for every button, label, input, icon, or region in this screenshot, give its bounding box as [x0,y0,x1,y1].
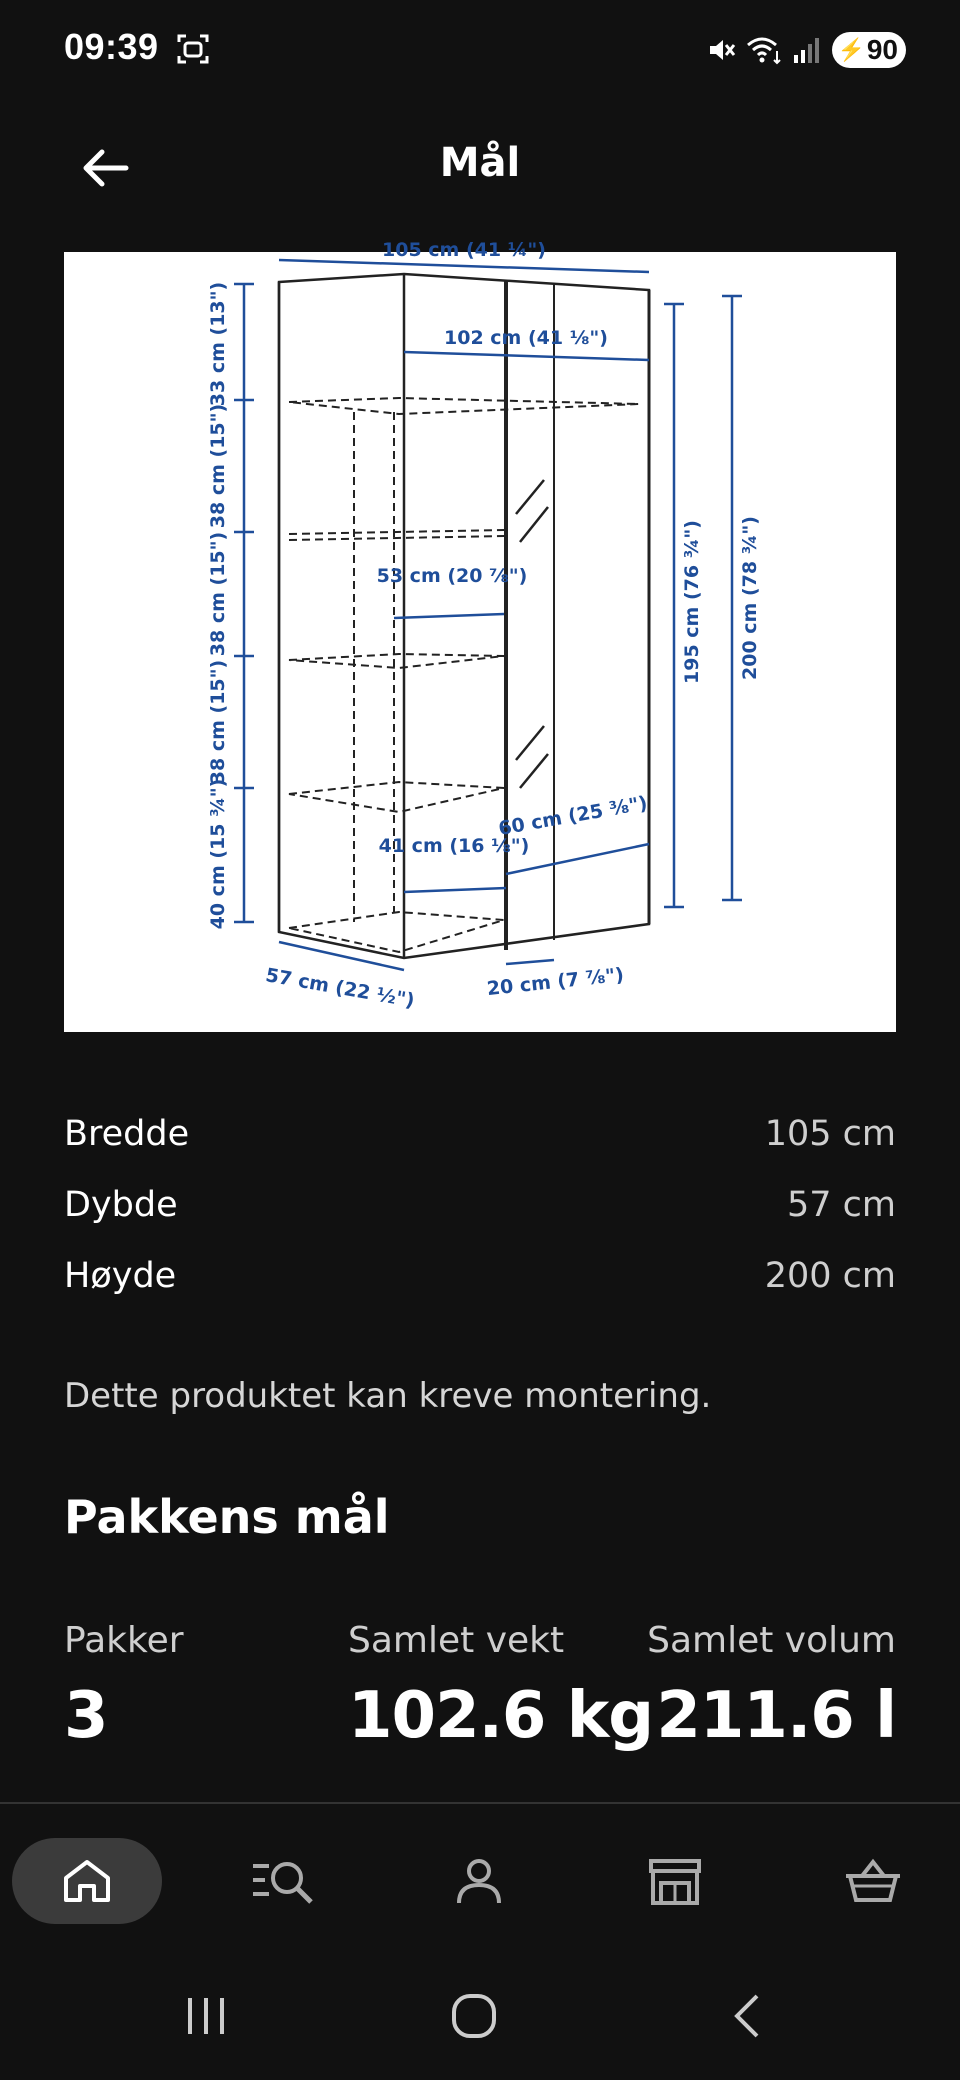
status-time: 09:39 [64,26,159,67]
dimension-list [64,1098,896,1311]
package-volume-value: 211.6 l [656,1679,896,1753]
battery-indicator [832,32,906,68]
nav-home[interactable] [12,1838,162,1924]
search-list-icon [251,1858,315,1904]
spec-row-width [64,1098,896,1169]
nav-store[interactable] [600,1838,750,1924]
app-header [0,100,960,235]
package-weight-value: 102.6 kg [348,1679,654,1753]
spec-label: Dybde [64,1184,178,1225]
chevron-left-icon [729,1992,763,2040]
basket-icon [844,1858,902,1904]
label-depth: 57 cm (22 ½") [263,964,417,1013]
nav-profile[interactable] [404,1838,554,1924]
label-section-3: 38 cm (15") [207,531,229,657]
label-height: 200 cm (78 ¾") [739,516,761,680]
package-volume [647,1620,896,1753]
package-weight [348,1620,653,1753]
label-inner-width: 102 cm (41 ⅛") [444,327,608,349]
home-button[interactable] [434,1986,514,2046]
package-count-label: Pakker [64,1620,184,1661]
store-icon [647,1857,703,1905]
spec-label: Bredde [64,1113,190,1154]
spec-value: 57 cm [787,1184,896,1225]
label-drawer-depth: 41 cm (16 ⅛") [378,835,530,857]
spec-row-depth [64,1169,896,1240]
label-section-5: 40 cm (15 ¾") [207,778,229,930]
label-top-width: 105 cm (41 ¼") [382,239,546,261]
home-icon [62,1858,112,1904]
wifi-icon [746,35,782,65]
spec-value: 105 cm [764,1113,896,1154]
status-icons [706,30,906,70]
status-bar [0,0,960,100]
dimension-drawing [64,239,896,1032]
screen-capture-icon [176,32,210,70]
package-count [64,1620,184,1753]
spec-label: Høyde [64,1255,177,1296]
home-circle-icon [450,1992,498,2040]
package-heading: Pakkens mål [64,1490,390,1544]
label-plinth: 20 cm (7 ⅞") [485,963,625,1001]
label-door-width: 60 cm (25 ⅜") [496,792,650,841]
page-title: Mål [439,140,521,186]
package-volume-label: Samlet volum [647,1620,896,1661]
assembly-note: Dette produktet kan kreve montering. [64,1376,712,1416]
label-section-1: 33 cm (13") [207,281,229,407]
signal-icon [792,35,822,65]
battery-level: 90 [866,34,898,65]
charging-icon: ⚡ [837,37,865,62]
mute-icon [706,35,736,65]
bottom-nav [0,1802,960,1952]
recent-apps-icon [184,1994,228,2038]
package-count-value: 3 [64,1679,108,1753]
spec-row-height [64,1240,896,1311]
nav-search[interactable] [208,1838,358,1924]
nav-basket[interactable] [798,1838,948,1924]
package-weight-label: Samlet vekt [348,1620,565,1661]
label-section-4: 38 cm (15") [207,659,229,785]
spec-value: 200 cm [764,1255,896,1296]
system-back-button[interactable] [706,1986,786,2046]
label-inner-height: 195 cm (76 ¾") [681,520,703,684]
profile-icon [455,1857,503,1905]
system-nav [0,1952,960,2080]
label-section-2: 38 cm (15") [207,403,229,529]
label-shelf-depth: 53 cm (20 ⅞") [376,565,528,587]
recent-apps-button[interactable] [166,1986,246,2046]
